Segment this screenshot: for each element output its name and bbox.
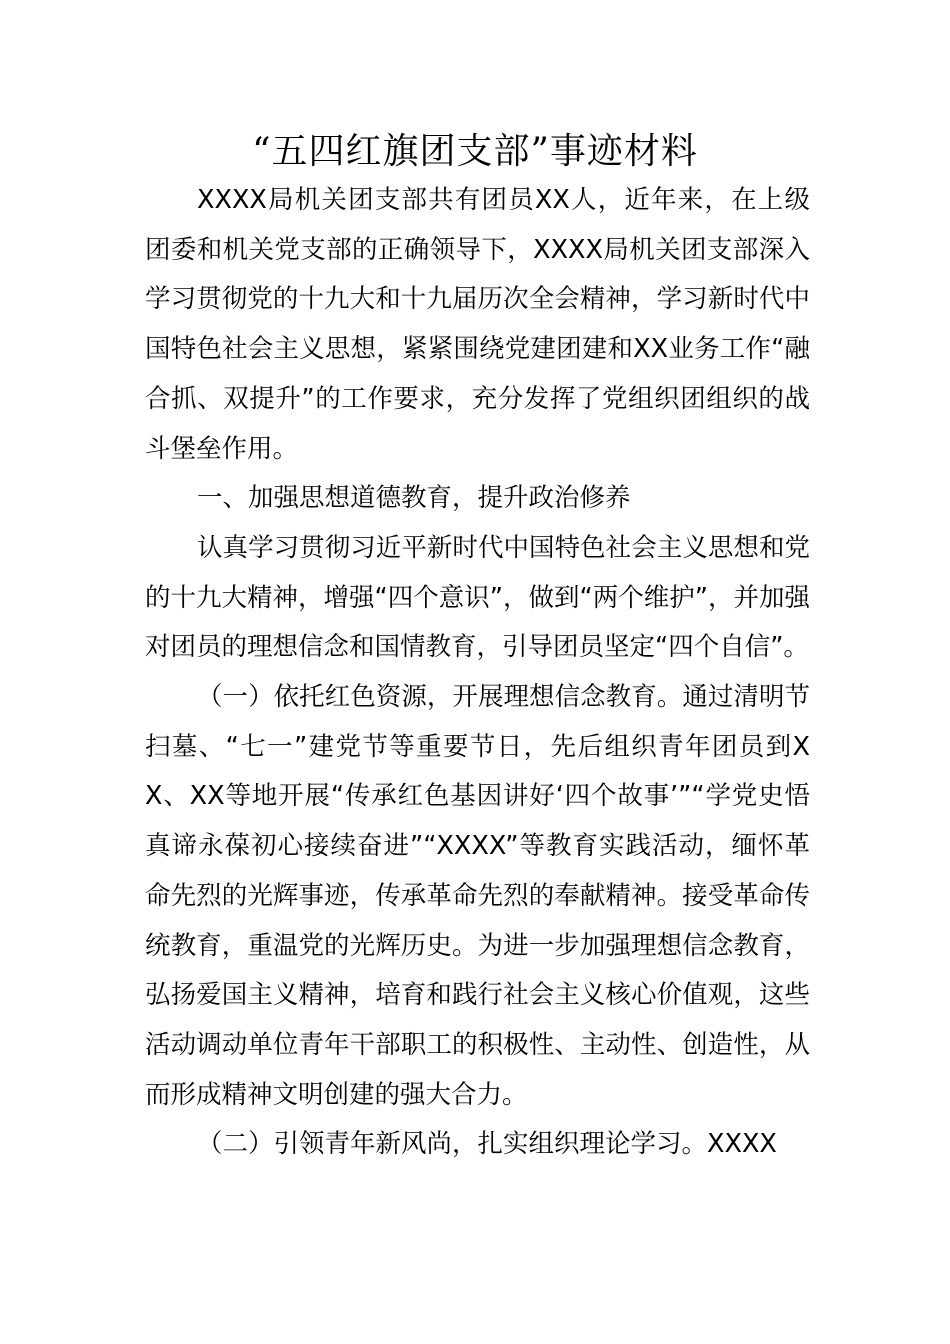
paragraph-intro: XXXX局机关团支部共有团员XX人，近年来，在上级团委和机关党支部的正确领导下，XXXX局机关团支部深入学习贯彻党的十九大和十九届历次全会精神，学习新时代中国特色社会主义思想，紧紧围绕党建团建和XX业务工作“融合抓、双提升”的工作要求，充分发挥了党组织团组织的战斗堡垒作用。: [145, 185, 810, 464]
section-heading-1: 一、加强思想道德教育，提升政治修养: [197, 483, 631, 514]
document-body: [145, 176, 810, 1170]
document-title: “五四红旗团支部”事迹材料: [252, 131, 698, 172]
paragraph-section-1: 认真学习贯彻习近平新时代中国特色社会主义思想和党的十九大精神，增强“四个意识”，做到“两个维护”，并加强对团员的理想信念和国情教育，引导团员坚定“四个自信”。: [145, 532, 810, 663]
paragraph-subsection-1: （一）依托红色资源，开展理想信念教育。通过清明节扫墓、“七一”建党节等重要节日，先后组织青年团员到XX、XX等地开展“传承红色基因讲好‘四个故事’”“学党史悟真谛永葆初心接续奋进”“XXXX”等教育实践活动，缅怀革命先烈的光辉事迹，传承革命先烈的奉献精神。接受革命传统教育，重温党的光辉历史。为进一步加强理想信念教育，弘扬爱国主义精神，培育和践行社会主义核心价值观，这些活动调动单位青年干部职工的积极性、主动性、创造性，从而形成精神文明创建的强大合力。: [145, 682, 810, 1110]
paragraph-subsection-2: （二）引领青年新风尚，扎实组织理论学习。XXXX: [197, 1129, 777, 1160]
